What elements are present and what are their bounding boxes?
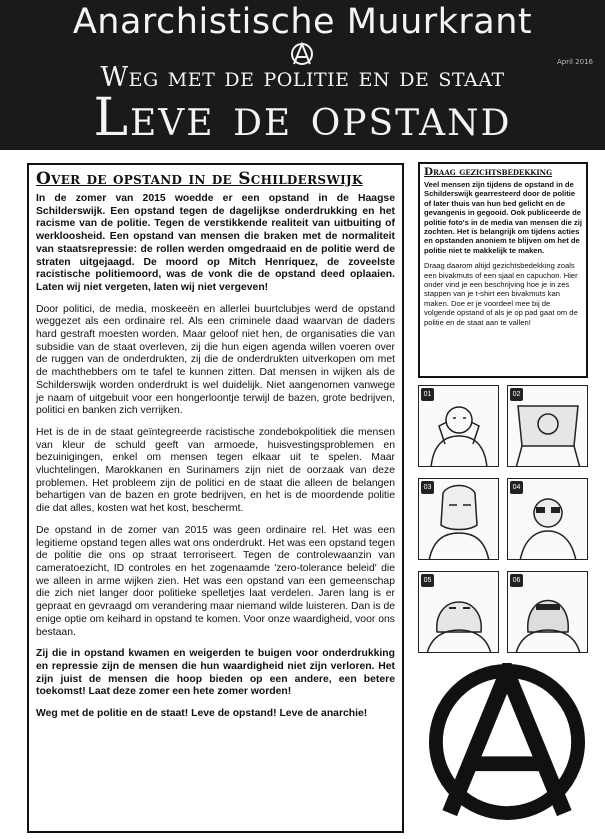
sidebar-heading-text: Draag gezichtsbedekking bbox=[424, 166, 553, 178]
sidebar-heading bbox=[424, 166, 582, 178]
sidebar-paragraph-1: Veel mensen zijn tijdens de opstand in de Schilderswijk gearresteerd door de politie of later thuis van hun bed gelicht en de gevangenis in gegooid. Ook publiceerde de politie foto's in de media van mensen die zij zochten. Het is belangrijk om tijdens acties en opstanden anoniem te blijven om het de politie niet te makkelijk te maken. bbox=[424, 180, 582, 255]
article-paragraph-3: Het is de in de staat geïntegreerde racistische zondebokpolitiek die mensen van kleur de schuld geeft van armoede, huisvestingsproblemen en bezuinigingen, enkel om mensen tegen elkaar uit te spelen. Maar vluchtelingen, Marokkanen en Surinamers zijn niet de oorzaak van deze problemen. Het probleem zijn de politici en de staat die alleen de belangen behartigen van de bazen en grote bedrijven, en het is de moordende politie die dat alles, kosten wat het kost, beschermt. bbox=[36, 426, 395, 515]
step-number: 05 bbox=[421, 574, 434, 587]
headline-text: Leve de opstand bbox=[93, 88, 512, 148]
main-article bbox=[27, 163, 404, 833]
article-heading-text: Over de opstand in de Schilderswijk bbox=[36, 169, 363, 189]
article-paragraph-1: In de zomer van 2015 woedde er een opstand in de Haagse Schilderswijk. Een opstand tegen de dagelijkse onderdrukking en het racisme van de politie. Tegen de verstikkende realiteit van uitbuiting of werkloosheid. Een opstand van mensen die braken met de normaliteit van staatsrepressie: de rollen werden omgedraaid en de politie werd de straten uitgejaagd. De moord op Mitch Henriquez, de zoveelste racistische politiemoord, was de vonk die de opstand deed oplaaien. Laten wij niet vergeten, laten wij niet vergeven! bbox=[36, 193, 395, 293]
article-slogan: Weg met de politie en de staat! Leve de opstand! Leve de anarchie! bbox=[36, 708, 368, 720]
masthead bbox=[0, 0, 605, 150]
article-paragraph-5: Zij die in opstand kwamen en weigerden te buigen voor onderdrukking en repressie zijn de mensen die hun waardigheid niet zijn verloren. Het zijn juist de mensen die hoop bieden op een andere, een betere toekomst! Laat deze zomer een hete zomer worden! bbox=[36, 648, 395, 698]
masthead-headline bbox=[0, 88, 605, 148]
article-paragraph-2: Door politici, de media, moskeeën en allerlei buurtclubjes werd de opstand weggezet als een ordinaire rel. Als een criminele daad waarvan de daders hard gestraft moesten worden. Maar geloof niet hen, de organisaties die van subsidie van de staat overleven, zij die hun eigen agenda willen voeren over de ruggen van de onderdrukten, zij die de onderdrukten uitverkopen om met de machthebbers om te tafel te kunnen zitten. Dat mensen in wijken als de Schilderswijk worden onderdrukt is wel duidelijk. Niet aangenomen vanwege je naam of uitgebuit voor een hongerloontje terwijl de bazen, grote bedrijven, politici en banken zich verrijken. bbox=[36, 303, 395, 417]
masthead-title: Anarchistische Muurkrant bbox=[72, 2, 533, 42]
step-number: 01 bbox=[421, 388, 434, 401]
step-number: 06 bbox=[510, 574, 523, 587]
step-panel-3 bbox=[418, 478, 499, 560]
issue-date: April 2016 bbox=[556, 58, 593, 66]
article-heading bbox=[36, 169, 395, 189]
balaclava-steps bbox=[418, 385, 588, 653]
step-panel-5 bbox=[418, 571, 499, 653]
step-panel-6 bbox=[507, 571, 588, 653]
step-number: 03 bbox=[421, 481, 434, 494]
sidebar-box bbox=[418, 162, 588, 378]
step-panel-2 bbox=[507, 385, 588, 467]
article-paragraph-4: De opstand in de zomer van 2015 was geen ordinaire rel. Het was een legitieme opstand tegen alles wat ons onderdrukt. Het was een opstand tegen de politie die ons op straat terroriseert. Tegen de controlewaanzin van cameratoezicht, ID controles en het zogenaamde 'zero-tolerance beleid' die we alleen in arme wijken zien. Het was een opstand van een gemeenschap die zich niet langer door politieke spelletjes laat verdelen. Jaren lang is er gepraat en gevraagd om verandering maar niemand wilde luisteren. Dan is de enige optie om keihard in opstand te komen. Voor onze waardigheid, voor ons bestaan. bbox=[36, 524, 395, 638]
sidebar-paragraph-2: Draag daarom altijd gezichtsbedekking zoals een bivakmuts of een sjaal en capuchon. Hier onder vind je een beschrijving hoe je in zes stappen van je t-shirt een bivakmuts kan maken. Doe er je voordeel mee bij de volgende opstand of als je op pad gaat om de politie en de staat aan te vallen! bbox=[424, 261, 578, 327]
anarchy-symbol-icon bbox=[428, 663, 586, 821]
subtitle-text: Weg met de politie en de staat bbox=[100, 62, 505, 93]
step-panel-1 bbox=[418, 385, 499, 467]
step-number: 02 bbox=[510, 388, 523, 401]
step-panel-4 bbox=[507, 478, 588, 560]
step-number: 04 bbox=[510, 481, 523, 494]
